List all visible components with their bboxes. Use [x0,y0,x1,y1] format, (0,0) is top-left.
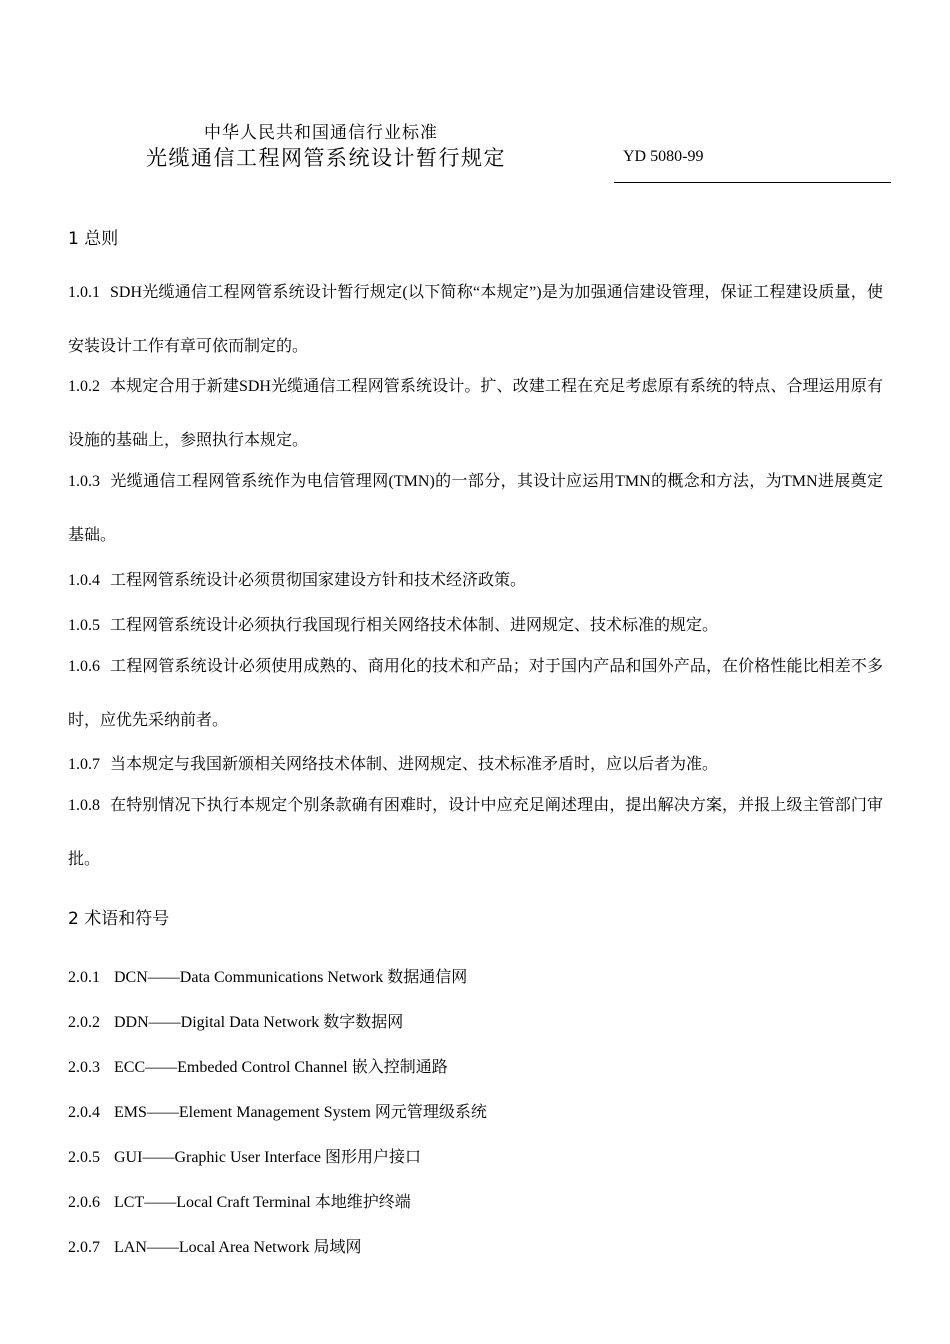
term-number: 2.0.4 [68,1104,100,1121]
clause-1-0-4 [68,567,526,590]
standard-code: YD 5080-99 [623,148,704,165]
clause-1-0-3 [68,455,883,563]
clause-1-0-1 [68,266,883,374]
term-text: LCT——Local Craft Terminal 本地维护终端 [114,1194,411,1211]
clause-1-0-5 [68,612,718,635]
term-2-0-6 [68,1189,411,1212]
clause-number: 1.0.2 [68,378,100,395]
clause-text: 本规定合用于新建SDH光缆通信工程网管系统设计。扩、改建工程在充足考虑原有系统的特点、合理运用原有设施的基础上，参照执行本规定。 [68,378,883,449]
clause-number: 1.0.5 [68,617,100,634]
term-number: 2.0.6 [68,1194,100,1211]
term-text: EMS——Element Management System 网元管理级系统 [114,1104,487,1121]
clause-number: 1.0.7 [68,756,100,773]
term-text: ECC——Embeded Control Channel 嵌入控制通路 [114,1059,448,1076]
term-number: 2.0.5 [68,1149,100,1166]
term-text: GUI——Graphic User Interface 图形用户接口 [114,1149,422,1166]
term-text: LAN——Local Area Network 局域网 [114,1239,362,1256]
clause-text: 工程网管系统设计必须执行我国现行相关网络技术体制、进网规定、技术标准的规定。 [110,617,719,634]
clause-text: 光缆通信工程网管系统作为电信管理网(TMN)的一部分，其设计应运用TMN的概念和方法，为TMN进展奠定基础。 [68,473,883,544]
clause-number: 1.0.1 [68,284,100,301]
term-2-0-2 [68,1009,403,1032]
term-2-0-3 [68,1054,448,1077]
term-2-0-4 [68,1099,487,1122]
term-2-0-5 [68,1144,421,1167]
clause-number: 1.0.6 [68,658,100,675]
header-rule [614,182,891,183]
term-text: DDN——Digital Data Network 数字数据网 [114,1014,404,1031]
term-number: 2.0.7 [68,1239,100,1256]
term-number: 2.0.1 [68,969,100,986]
document-title: 光缆通信工程网管系统设计暂行规定 [146,146,506,170]
clause-number: 1.0.8 [68,797,100,814]
clause-1-0-8 [68,779,883,887]
term-2-0-1 [68,964,467,987]
term-number: 2.0.3 [68,1059,100,1076]
standard-category-title: 中华人民共和国通信行业标准 [204,123,438,143]
term-2-0-7 [68,1234,362,1257]
clause-text: SDH光缆通信工程网管系统设计暂行规定(以下简称“本规定”)是为加强通信建设管理，保证工程建设质量，使安装设计工作有章可依而制定的。 [68,284,883,355]
clause-1-0-6 [68,640,883,748]
term-text: DCN——Data Communications Network 数据通信网 [114,969,468,986]
section-2-heading: 2 术语和符号 [68,909,170,929]
clause-1-0-2 [68,360,883,468]
clause-number: 1.0.4 [68,572,100,589]
clause-text: 工程网管系统设计必须贯彻国家建设方针和技术经济政策。 [110,572,527,589]
clause-1-0-7 [68,751,718,774]
clause-text: 工程网管系统设计必须使用成熟的、商用化的技术和产品；对于国内产品和国外产品，在价格性能比相差不多时，应优先采纳前者。 [68,658,883,729]
clause-number: 1.0.3 [68,473,100,490]
clause-text: 当本规定与我国新颁相关网络技术体制、进网规定、技术标准矛盾时，应以后者为准。 [110,756,719,773]
section-1-heading: 1 总则 [68,229,119,249]
term-number: 2.0.2 [68,1014,100,1031]
clause-text: 在特别情况下执行本规定个别条款确有困难时，设计中应充足阐述理由，提出解决方案，并报上级主管部门审批。 [68,797,883,868]
